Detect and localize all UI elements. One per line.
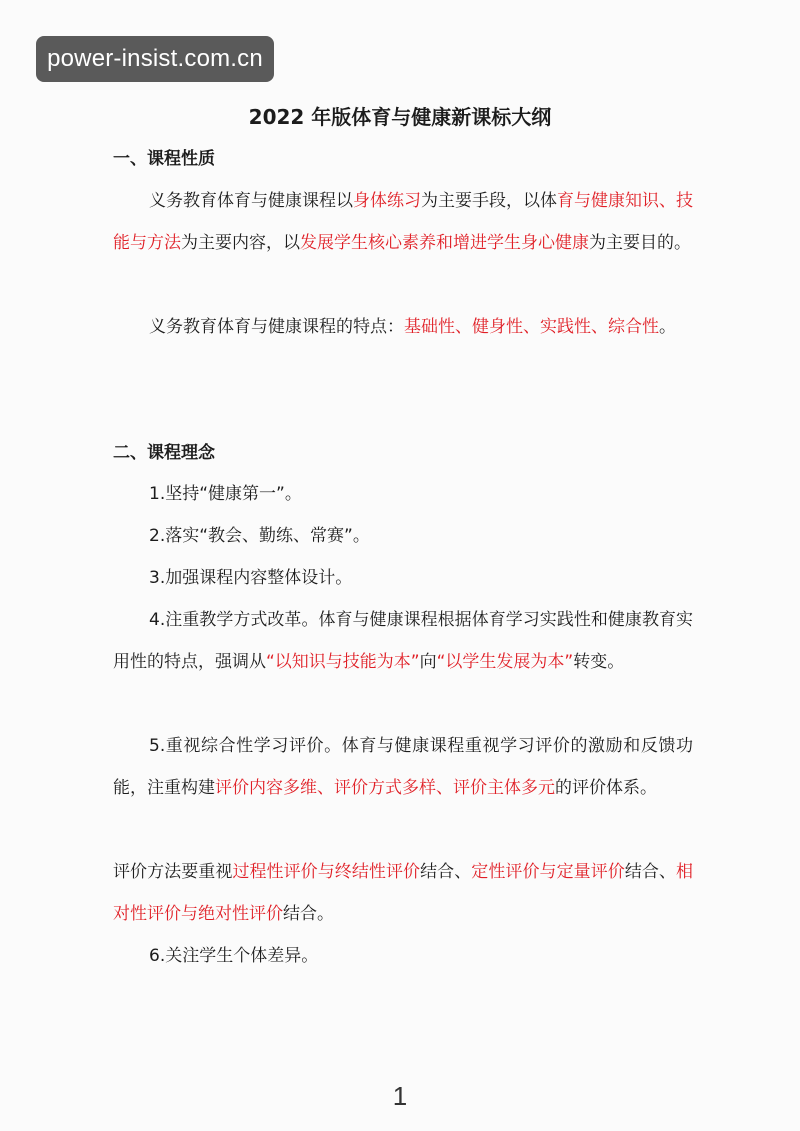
- text-run: 转变。: [573, 652, 625, 672]
- text-run: 评价方法要重视: [113, 862, 233, 882]
- text-run: 向: [419, 652, 437, 672]
- list-item-3: 3.加强课程内容整体设计。: [149, 568, 353, 588]
- highlight-run: 相对性评价与绝对性评价: [113, 862, 694, 924]
- highlight-run: 育与健康知识、技能与方法: [113, 191, 693, 253]
- text-run: 为主要内容，以: [181, 233, 300, 253]
- text-run: 4.注重教学方式改革。体育与健康课程根据体育学习实践性和健康教育实用性的特点，强调从: [113, 610, 693, 672]
- list-item-5: [113, 725, 693, 809]
- list-item-4: [113, 599, 693, 683]
- section-heading-course-nature: 一、课程性质: [113, 149, 215, 169]
- highlight-run: 定性评价与定量评价: [471, 862, 625, 882]
- text-run: 为主要目的。: [589, 233, 691, 253]
- watermark-badge: power-insist.com.cn: [36, 36, 274, 82]
- highlight-run: 基础性、健身性、实践性、综合性: [404, 317, 659, 337]
- page-number: 1: [392, 1081, 408, 1111]
- text-run: 义务教育体育与健康课程的特点：: [149, 317, 404, 337]
- highlight-run: 评价内容多维、评价方式多样、评价主体多元: [215, 778, 555, 798]
- text-run: 5.重视综合性学习评价。体育与健康课程重视学习评价的激励和反馈功能，注重构建: [113, 736, 693, 798]
- text-run: 结合。: [283, 904, 334, 924]
- paragraph-course-features: [113, 306, 693, 348]
- text-run: 。: [659, 317, 676, 337]
- section-heading-course-philosophy: 二、课程理念: [113, 443, 215, 463]
- text-run: 结合、: [624, 862, 677, 882]
- evaluation-method-note: [113, 851, 693, 935]
- text-run: 结合、: [420, 862, 472, 882]
- list-item-6: 6.关注学生个体差异。: [149, 946, 319, 966]
- paragraph-course-nature: [113, 180, 693, 264]
- text-run: 义务教育体育与健康课程以: [149, 191, 353, 211]
- highlight-run: “以学生发展为本”: [436, 652, 574, 672]
- highlight-run: 过程性评价与终结性评价: [232, 862, 421, 882]
- list-item-2: 2.落实“教会、勤练、常赛”。: [149, 526, 370, 546]
- text-run: 为主要手段，以体: [421, 191, 557, 211]
- list-item-1: 1.坚持“健康第一”。: [149, 484, 302, 504]
- highlight-run: 身体练习: [353, 191, 421, 211]
- highlight-run: “以知识与技能为本”: [266, 652, 420, 672]
- highlight-run: 发展学生核心素养和增进学生身心健康: [300, 233, 589, 253]
- document-title: 2022 年版体育与健康新课标大纲: [248, 105, 552, 129]
- text-run: 的评价体系。: [555, 778, 657, 798]
